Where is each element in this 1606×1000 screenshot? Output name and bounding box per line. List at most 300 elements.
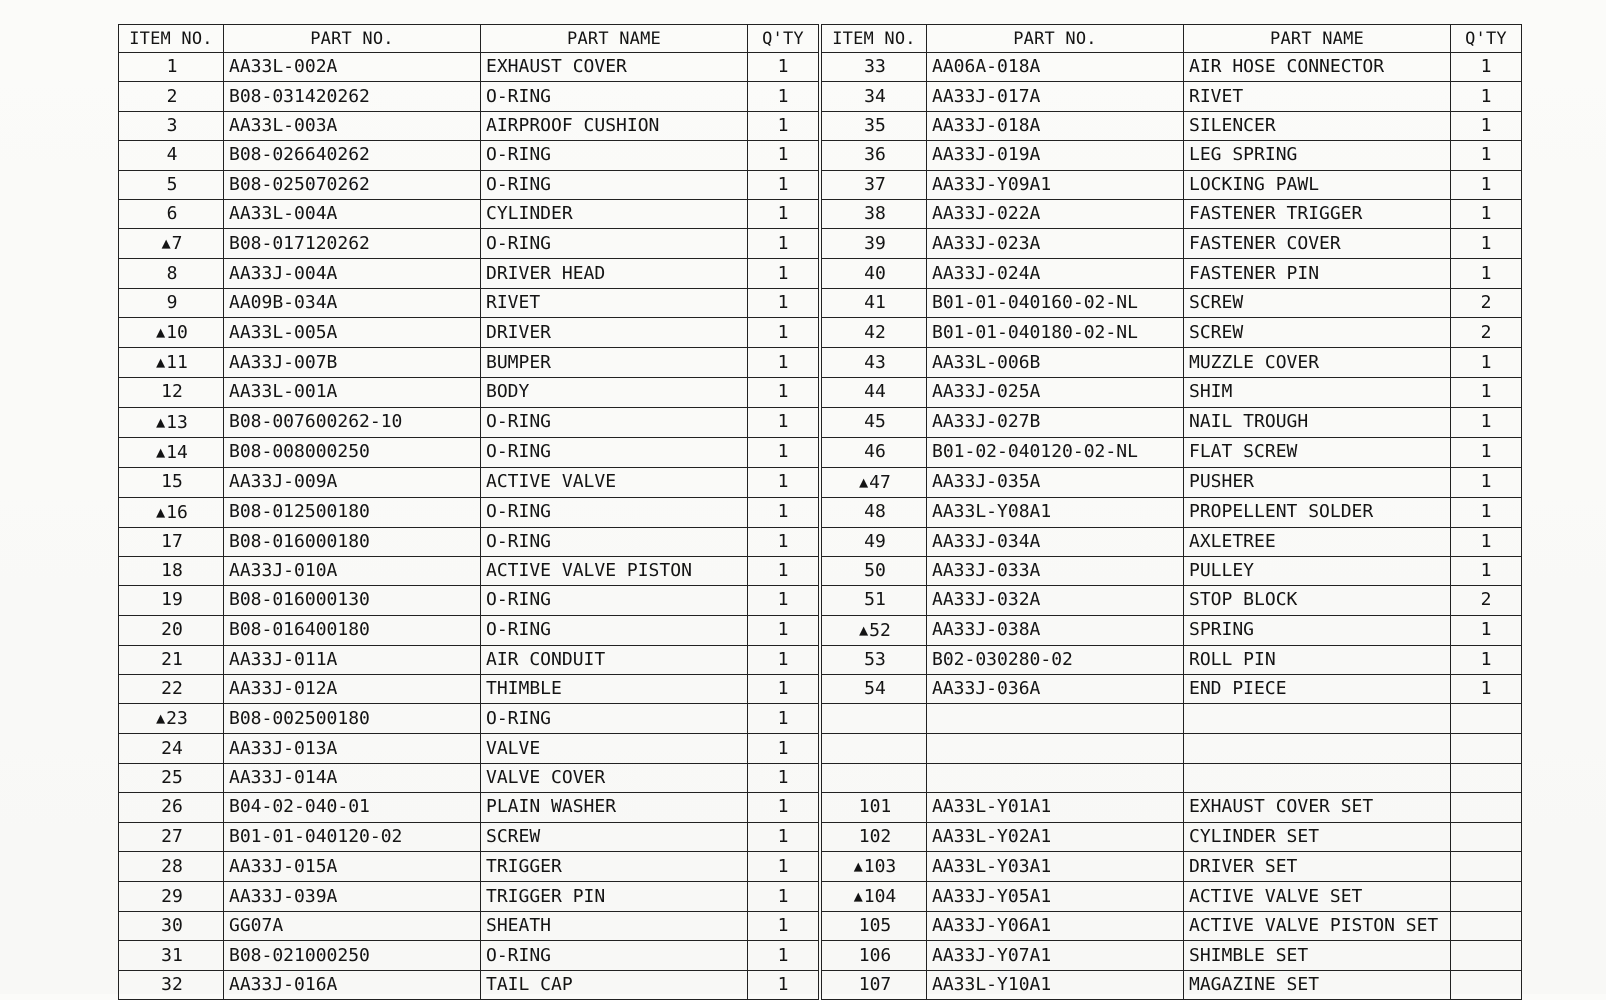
part-name-cell: PULLEY xyxy=(1184,556,1451,585)
item-no: 45 xyxy=(864,411,886,433)
part-no-cell: B01-01-040180-02-NL xyxy=(927,318,1184,348)
item-no-cell xyxy=(119,970,224,999)
item-no-cell xyxy=(119,852,224,882)
table-row xyxy=(119,527,1522,556)
item-no: 104 xyxy=(863,886,897,908)
part-name-cell: THIMBLE xyxy=(481,675,748,704)
qty-cell: 1 xyxy=(1451,497,1522,527)
qty-cell: 1 xyxy=(1451,141,1522,170)
item-no: 28 xyxy=(161,855,183,877)
table-row xyxy=(119,199,1522,228)
item-no-cell xyxy=(119,882,224,912)
item-no: 51 xyxy=(864,589,886,611)
item-no: 102 xyxy=(858,825,892,847)
item-no: 25 xyxy=(161,767,183,789)
part-no-cell: AA33J-Y05A1 xyxy=(927,882,1184,912)
part-no-cell: AA33J-Y07A1 xyxy=(927,941,1184,970)
part-name-cell: FASTENER TRIGGER xyxy=(1184,199,1451,228)
qty-cell: 1 xyxy=(748,675,821,704)
qty-cell: 1 xyxy=(748,586,821,615)
item-no: 103 xyxy=(863,856,897,878)
item-no: 1 xyxy=(166,56,178,78)
item-no: 36 xyxy=(864,144,886,166)
header-qty: Q'TY xyxy=(748,25,821,53)
item-no: 17 xyxy=(161,530,183,552)
part-no-cell xyxy=(927,734,1184,763)
item-no: 101 xyxy=(858,796,892,818)
qty-cell: 1 xyxy=(748,437,821,467)
table-row xyxy=(119,763,1522,792)
part-no-cell: AA33J-017A xyxy=(927,82,1184,111)
table-row xyxy=(119,734,1522,763)
qty-cell: 1 xyxy=(748,318,821,348)
part-no-cell: AA33L-Y10A1 xyxy=(927,970,1184,999)
table-row xyxy=(119,288,1522,317)
part-name-cell: O-RING xyxy=(481,229,748,259)
parts-table-body xyxy=(119,53,1522,1000)
item-no-cell xyxy=(119,378,224,407)
qty-cell: 1 xyxy=(1451,675,1522,704)
part-no-cell: AA33J-027B xyxy=(927,407,1184,437)
table-row xyxy=(119,675,1522,704)
qty-cell: 1 xyxy=(748,734,821,763)
part-name-cell: O-RING xyxy=(481,497,748,527)
qty-cell: 1 xyxy=(1451,378,1522,407)
qty-cell: 1 xyxy=(1451,259,1522,288)
table-row xyxy=(119,318,1522,348)
triangle-mark-icon: ▲ xyxy=(853,857,863,876)
part-name-cell: TAIL CAP xyxy=(481,970,748,999)
part-name-cell: CYLINDER xyxy=(481,199,748,228)
table-row xyxy=(119,556,1522,585)
part-no-cell: AA33J-039A xyxy=(224,882,481,912)
part-name-cell: SHIMBLE SET xyxy=(1184,941,1451,970)
item-no: 11 xyxy=(166,352,188,374)
item-no-cell xyxy=(119,82,224,111)
part-no-cell: GG07A xyxy=(224,912,481,941)
triangle-mark-icon: ▲ xyxy=(156,502,166,521)
item-no: 106 xyxy=(858,944,892,966)
item-no-cell xyxy=(119,556,224,585)
part-no-cell: AA33J-022A xyxy=(927,199,1184,228)
part-no-cell: AA33J-036A xyxy=(927,675,1184,704)
item-no-cell xyxy=(820,82,927,111)
table-row xyxy=(119,82,1522,111)
header-part-name: PART NAME xyxy=(481,25,748,53)
item-no-cell xyxy=(820,288,927,317)
part-no-cell: AA33L-003A xyxy=(224,111,481,140)
part-no-cell: AA33J-025A xyxy=(927,378,1184,407)
part-no-cell: AA33J-010A xyxy=(224,556,481,585)
qty-cell: 1 xyxy=(748,348,821,378)
item-no: 41 xyxy=(864,291,886,313)
part-no-cell: B08-021000250 xyxy=(224,941,481,970)
item-no: 46 xyxy=(864,441,886,463)
part-no-cell: AA33L-Y02A1 xyxy=(927,822,1184,851)
part-no-cell: AA33J-011A xyxy=(224,645,481,674)
part-name-cell: NAIL TROUGH xyxy=(1184,407,1451,437)
item-no-cell xyxy=(820,763,927,792)
item-no-cell xyxy=(119,793,224,822)
item-no-cell xyxy=(119,497,224,527)
part-name-cell: LEG SPRING xyxy=(1184,141,1451,170)
item-no: 6 xyxy=(166,203,178,225)
item-no-cell xyxy=(820,467,927,497)
item-no: 32 xyxy=(161,974,183,995)
table-row xyxy=(119,53,1522,82)
part-no-cell: B01-01-040160-02-NL xyxy=(927,288,1184,317)
item-no-cell xyxy=(820,941,927,970)
part-name-cell: RIVET xyxy=(481,288,748,317)
table-row xyxy=(119,852,1522,882)
qty-cell: 1 xyxy=(748,645,821,674)
qty-cell: 1 xyxy=(748,704,821,734)
part-name-cell: O-RING xyxy=(481,941,748,970)
qty-cell: 1 xyxy=(748,912,821,941)
qty-cell: 1 xyxy=(748,378,821,407)
part-no-cell: AA33J-009A xyxy=(224,467,481,497)
parts-list-sheet xyxy=(118,24,1512,1000)
item-no: 49 xyxy=(864,530,886,552)
part-name-cell: END PIECE xyxy=(1184,675,1451,704)
part-no-cell: B08-017120262 xyxy=(224,229,481,259)
item-no-cell xyxy=(119,822,224,851)
item-no: 50 xyxy=(864,560,886,582)
item-no-cell xyxy=(820,141,927,170)
part-name-cell: FASTENER PIN xyxy=(1184,259,1451,288)
part-name-cell: TRIGGER xyxy=(481,852,748,882)
qty-cell xyxy=(1451,970,1522,999)
part-no-cell: B08-016400180 xyxy=(224,615,481,645)
part-name-cell: FASTENER COVER xyxy=(1184,229,1451,259)
qty-cell: 1 xyxy=(1451,407,1522,437)
item-no-cell xyxy=(119,259,224,288)
part-no-cell: AA06A-018A xyxy=(927,53,1184,82)
part-name-cell: STOP BLOCK xyxy=(1184,586,1451,615)
part-no-cell: B08-008000250 xyxy=(224,437,481,467)
item-no-cell xyxy=(820,645,927,674)
item-no-cell xyxy=(119,912,224,941)
item-no-cell xyxy=(820,497,927,527)
part-name-cell: ROLL PIN xyxy=(1184,645,1451,674)
item-no-cell xyxy=(820,793,927,822)
table-row xyxy=(119,970,1522,999)
table-row xyxy=(119,111,1522,140)
item-no-cell xyxy=(820,704,927,734)
item-no-cell xyxy=(119,675,224,704)
item-no-cell xyxy=(820,407,927,437)
qty-cell: 1 xyxy=(748,170,821,199)
item-no: 34 xyxy=(864,85,886,107)
item-no: 21 xyxy=(161,648,183,670)
item-no-cell xyxy=(820,556,927,585)
table-row xyxy=(119,912,1522,941)
part-name-cell: SHIM xyxy=(1184,378,1451,407)
qty-cell: 1 xyxy=(748,615,821,645)
part-no-cell: B08-025070262 xyxy=(224,170,481,199)
part-no-cell: AA33J-034A xyxy=(927,527,1184,556)
item-no-cell xyxy=(119,615,224,645)
part-name-cell: ACTIVE VALVE PISTON xyxy=(481,556,748,585)
item-no: 23 xyxy=(166,708,188,730)
part-no-cell: AA33J-014A xyxy=(224,763,481,792)
part-no-cell: AA33J-013A xyxy=(224,734,481,763)
part-name-cell: AIRPROOF CUSHION xyxy=(481,111,748,140)
qty-cell xyxy=(1451,734,1522,763)
table-row xyxy=(119,141,1522,170)
part-no-cell: AA33L-006B xyxy=(927,348,1184,378)
triangle-mark-icon: ▲ xyxy=(859,620,869,639)
item-no: 105 xyxy=(858,915,892,937)
part-name-cell: FLAT SCREW xyxy=(1184,437,1451,467)
qty-cell: 1 xyxy=(748,53,821,82)
item-no: 2 xyxy=(166,85,178,107)
item-no: 8 xyxy=(166,262,178,284)
header-item-no: ITEM NO. xyxy=(820,25,927,53)
header-part-no: PART NO. xyxy=(224,25,481,53)
part-no-cell: AA09B-034A xyxy=(224,288,481,317)
qty-cell: 1 xyxy=(748,527,821,556)
triangle-mark-icon: ▲ xyxy=(859,472,869,491)
qty-cell: 1 xyxy=(1451,615,1522,645)
qty-cell: 1 xyxy=(748,882,821,912)
part-no-cell: AA33J-015A xyxy=(224,852,481,882)
table-row xyxy=(119,941,1522,970)
qty-cell: 1 xyxy=(748,82,821,111)
item-no-cell xyxy=(820,170,927,199)
part-no-cell: AA33J-004A xyxy=(224,259,481,288)
part-name-cell: ACTIVE VALVE xyxy=(481,467,748,497)
item-no: 4 xyxy=(166,144,178,166)
part-no-cell: AA33J-Y06A1 xyxy=(927,912,1184,941)
table-row xyxy=(119,882,1522,912)
item-no-cell xyxy=(820,378,927,407)
item-no-cell xyxy=(820,675,927,704)
item-no-cell xyxy=(820,970,927,999)
item-no: 39 xyxy=(864,232,886,254)
table-row xyxy=(119,704,1522,734)
part-no-cell: AA33J-035A xyxy=(927,467,1184,497)
part-name-cell: SCREW xyxy=(1184,318,1451,348)
item-no-cell xyxy=(820,199,927,228)
part-no-cell: AA33L-Y08A1 xyxy=(927,497,1184,527)
item-no: 19 xyxy=(161,589,183,611)
qty-cell: 1 xyxy=(1451,82,1522,111)
header-part-name: PART NAME xyxy=(1184,25,1451,53)
parts-list-table xyxy=(118,24,1522,1000)
part-no-cell: B01-01-040120-02 xyxy=(224,822,481,851)
part-name-cell: TRIGGER PIN xyxy=(481,882,748,912)
qty-cell xyxy=(1451,912,1522,941)
item-no: 5 xyxy=(166,173,178,195)
part-no-cell: AA33J-019A xyxy=(927,141,1184,170)
item-no: 53 xyxy=(864,648,886,670)
part-no-cell: AA33L-Y03A1 xyxy=(927,852,1184,882)
item-no: 31 xyxy=(161,944,183,966)
qty-cell: 1 xyxy=(1451,527,1522,556)
part-name-cell: PLAIN WASHER xyxy=(481,793,748,822)
part-no-cell: AA33L-002A xyxy=(224,53,481,82)
item-no-cell xyxy=(119,763,224,792)
item-no-cell xyxy=(820,229,927,259)
table-row xyxy=(119,467,1522,497)
part-name-cell: SCREW xyxy=(481,822,748,851)
part-name-cell: DRIVER HEAD xyxy=(481,259,748,288)
qty-cell: 1 xyxy=(748,941,821,970)
item-no: 37 xyxy=(864,173,886,195)
part-name-cell: EXHAUST COVER xyxy=(481,53,748,82)
part-no-cell: AA33J-023A xyxy=(927,229,1184,259)
item-no: 43 xyxy=(864,351,886,373)
item-no: 20 xyxy=(161,619,183,641)
item-no: 22 xyxy=(161,678,183,700)
part-no-cell: B08-026640262 xyxy=(224,141,481,170)
part-no-cell: B08-002500180 xyxy=(224,704,481,734)
part-name-cell: O-RING xyxy=(481,586,748,615)
item-no: 27 xyxy=(161,825,183,847)
part-name-cell: O-RING xyxy=(481,527,748,556)
part-no-cell: B02-030280-02 xyxy=(927,645,1184,674)
qty-cell: 1 xyxy=(748,763,821,792)
qty-cell: 1 xyxy=(748,111,821,140)
item-no-cell xyxy=(820,822,927,851)
item-no-cell xyxy=(820,882,927,912)
qty-cell xyxy=(1451,704,1522,734)
part-name-cell: O-RING xyxy=(481,170,748,199)
qty-cell: 1 xyxy=(1451,348,1522,378)
part-no-cell: B01-02-040120-02-NL xyxy=(927,437,1184,467)
item-no: 10 xyxy=(166,322,188,344)
part-name-cell: O-RING xyxy=(481,141,748,170)
table-row xyxy=(119,407,1522,437)
item-no: 52 xyxy=(869,619,891,641)
item-no: 26 xyxy=(161,796,183,818)
qty-cell xyxy=(1451,852,1522,882)
part-no-cell: AA33L-Y01A1 xyxy=(927,793,1184,822)
item-no-cell xyxy=(119,941,224,970)
part-no-cell: AA33J-Y09A1 xyxy=(927,170,1184,199)
part-no-cell: B08-016000180 xyxy=(224,527,481,556)
qty-cell: 1 xyxy=(1451,437,1522,467)
header-part-no: PART NO. xyxy=(927,25,1184,53)
item-no-cell xyxy=(820,852,927,882)
item-no: 16 xyxy=(166,501,188,523)
item-no: 18 xyxy=(161,560,183,582)
header-item-no: ITEM NO. xyxy=(119,25,224,53)
item-no-cell xyxy=(820,348,927,378)
item-no-cell xyxy=(119,318,224,348)
triangle-mark-icon: ▲ xyxy=(156,353,166,372)
part-name-cell: SHEATH xyxy=(481,912,748,941)
part-name-cell xyxy=(1184,704,1451,734)
table-row xyxy=(119,348,1522,378)
qty-cell: 1 xyxy=(1451,229,1522,259)
item-no-cell xyxy=(119,288,224,317)
qty-cell xyxy=(1451,882,1522,912)
item-no: 40 xyxy=(864,262,886,284)
qty-cell: 1 xyxy=(1451,556,1522,585)
item-no: 33 xyxy=(864,56,886,78)
item-no-cell xyxy=(820,259,927,288)
qty-cell: 1 xyxy=(1451,111,1522,140)
part-no-cell xyxy=(927,763,1184,792)
part-no-cell: AA33L-004A xyxy=(224,199,481,228)
part-no-cell: AA33J-016A xyxy=(224,970,481,999)
qty-cell: 1 xyxy=(748,467,821,497)
part-no-cell: AA33J-018A xyxy=(927,111,1184,140)
part-no-cell: AA33J-033A xyxy=(927,556,1184,585)
part-no-cell: B04-02-040-01 xyxy=(224,793,481,822)
qty-cell xyxy=(1451,793,1522,822)
qty-cell: 1 xyxy=(748,970,821,999)
item-no: 14 xyxy=(166,441,188,463)
part-name-cell xyxy=(1184,763,1451,792)
qty-cell: 1 xyxy=(1451,53,1522,82)
table-row xyxy=(119,437,1522,467)
item-no: 48 xyxy=(864,501,886,523)
part-name-cell: SPRING xyxy=(1184,615,1451,645)
item-no-cell xyxy=(119,527,224,556)
item-no-cell xyxy=(119,348,224,378)
part-name-cell: SCREW xyxy=(1184,288,1451,317)
part-no-cell: AA33L-001A xyxy=(224,378,481,407)
part-no-cell: AA33J-012A xyxy=(224,675,481,704)
item-no-cell xyxy=(820,527,927,556)
table-row xyxy=(119,822,1522,851)
qty-cell: 1 xyxy=(748,497,821,527)
item-no-cell xyxy=(820,615,927,645)
part-name-cell: O-RING xyxy=(481,407,748,437)
triangle-mark-icon: ▲ xyxy=(156,323,166,342)
item-no: 35 xyxy=(864,114,886,136)
part-name-cell: O-RING xyxy=(481,82,748,111)
part-name-cell: AXLETREE xyxy=(1184,527,1451,556)
part-name-cell: PUSHER xyxy=(1184,467,1451,497)
part-name-cell: O-RING xyxy=(481,615,748,645)
triangle-mark-icon: ▲ xyxy=(161,234,171,253)
item-no: 44 xyxy=(864,381,886,403)
part-no-cell: AA33J-007B xyxy=(224,348,481,378)
qty-cell: 2 xyxy=(1451,586,1522,615)
item-no: 15 xyxy=(161,471,183,493)
triangle-mark-icon: ▲ xyxy=(156,412,166,431)
part-name-cell: LOCKING PAWL xyxy=(1184,170,1451,199)
part-no-cell: B08-007600262-10 xyxy=(224,407,481,437)
part-name-cell: BUMPER xyxy=(481,348,748,378)
triangle-mark-icon: ▲ xyxy=(156,709,166,728)
part-name-cell: EXHAUST COVER SET xyxy=(1184,793,1451,822)
item-no-cell xyxy=(119,645,224,674)
part-name-cell: ACTIVE VALVE PISTON SET xyxy=(1184,912,1451,941)
item-no: 38 xyxy=(864,203,886,225)
qty-cell: 1 xyxy=(748,793,821,822)
table-row xyxy=(119,170,1522,199)
part-name-cell: DRIVER SET xyxy=(1184,852,1451,882)
part-name-cell: SILENCER xyxy=(1184,111,1451,140)
item-no: 47 xyxy=(869,471,891,493)
qty-cell: 1 xyxy=(1451,170,1522,199)
qty-cell: 2 xyxy=(1451,288,1522,317)
part-no-cell: B08-031420262 xyxy=(224,82,481,111)
item-no: 7 xyxy=(171,233,183,255)
part-name-cell: ACTIVE VALVE SET xyxy=(1184,882,1451,912)
item-no-cell xyxy=(119,229,224,259)
table-row xyxy=(119,615,1522,645)
item-no: 12 xyxy=(161,381,183,403)
qty-cell: 1 xyxy=(748,556,821,585)
item-no-cell xyxy=(119,53,224,82)
item-no-cell xyxy=(119,734,224,763)
